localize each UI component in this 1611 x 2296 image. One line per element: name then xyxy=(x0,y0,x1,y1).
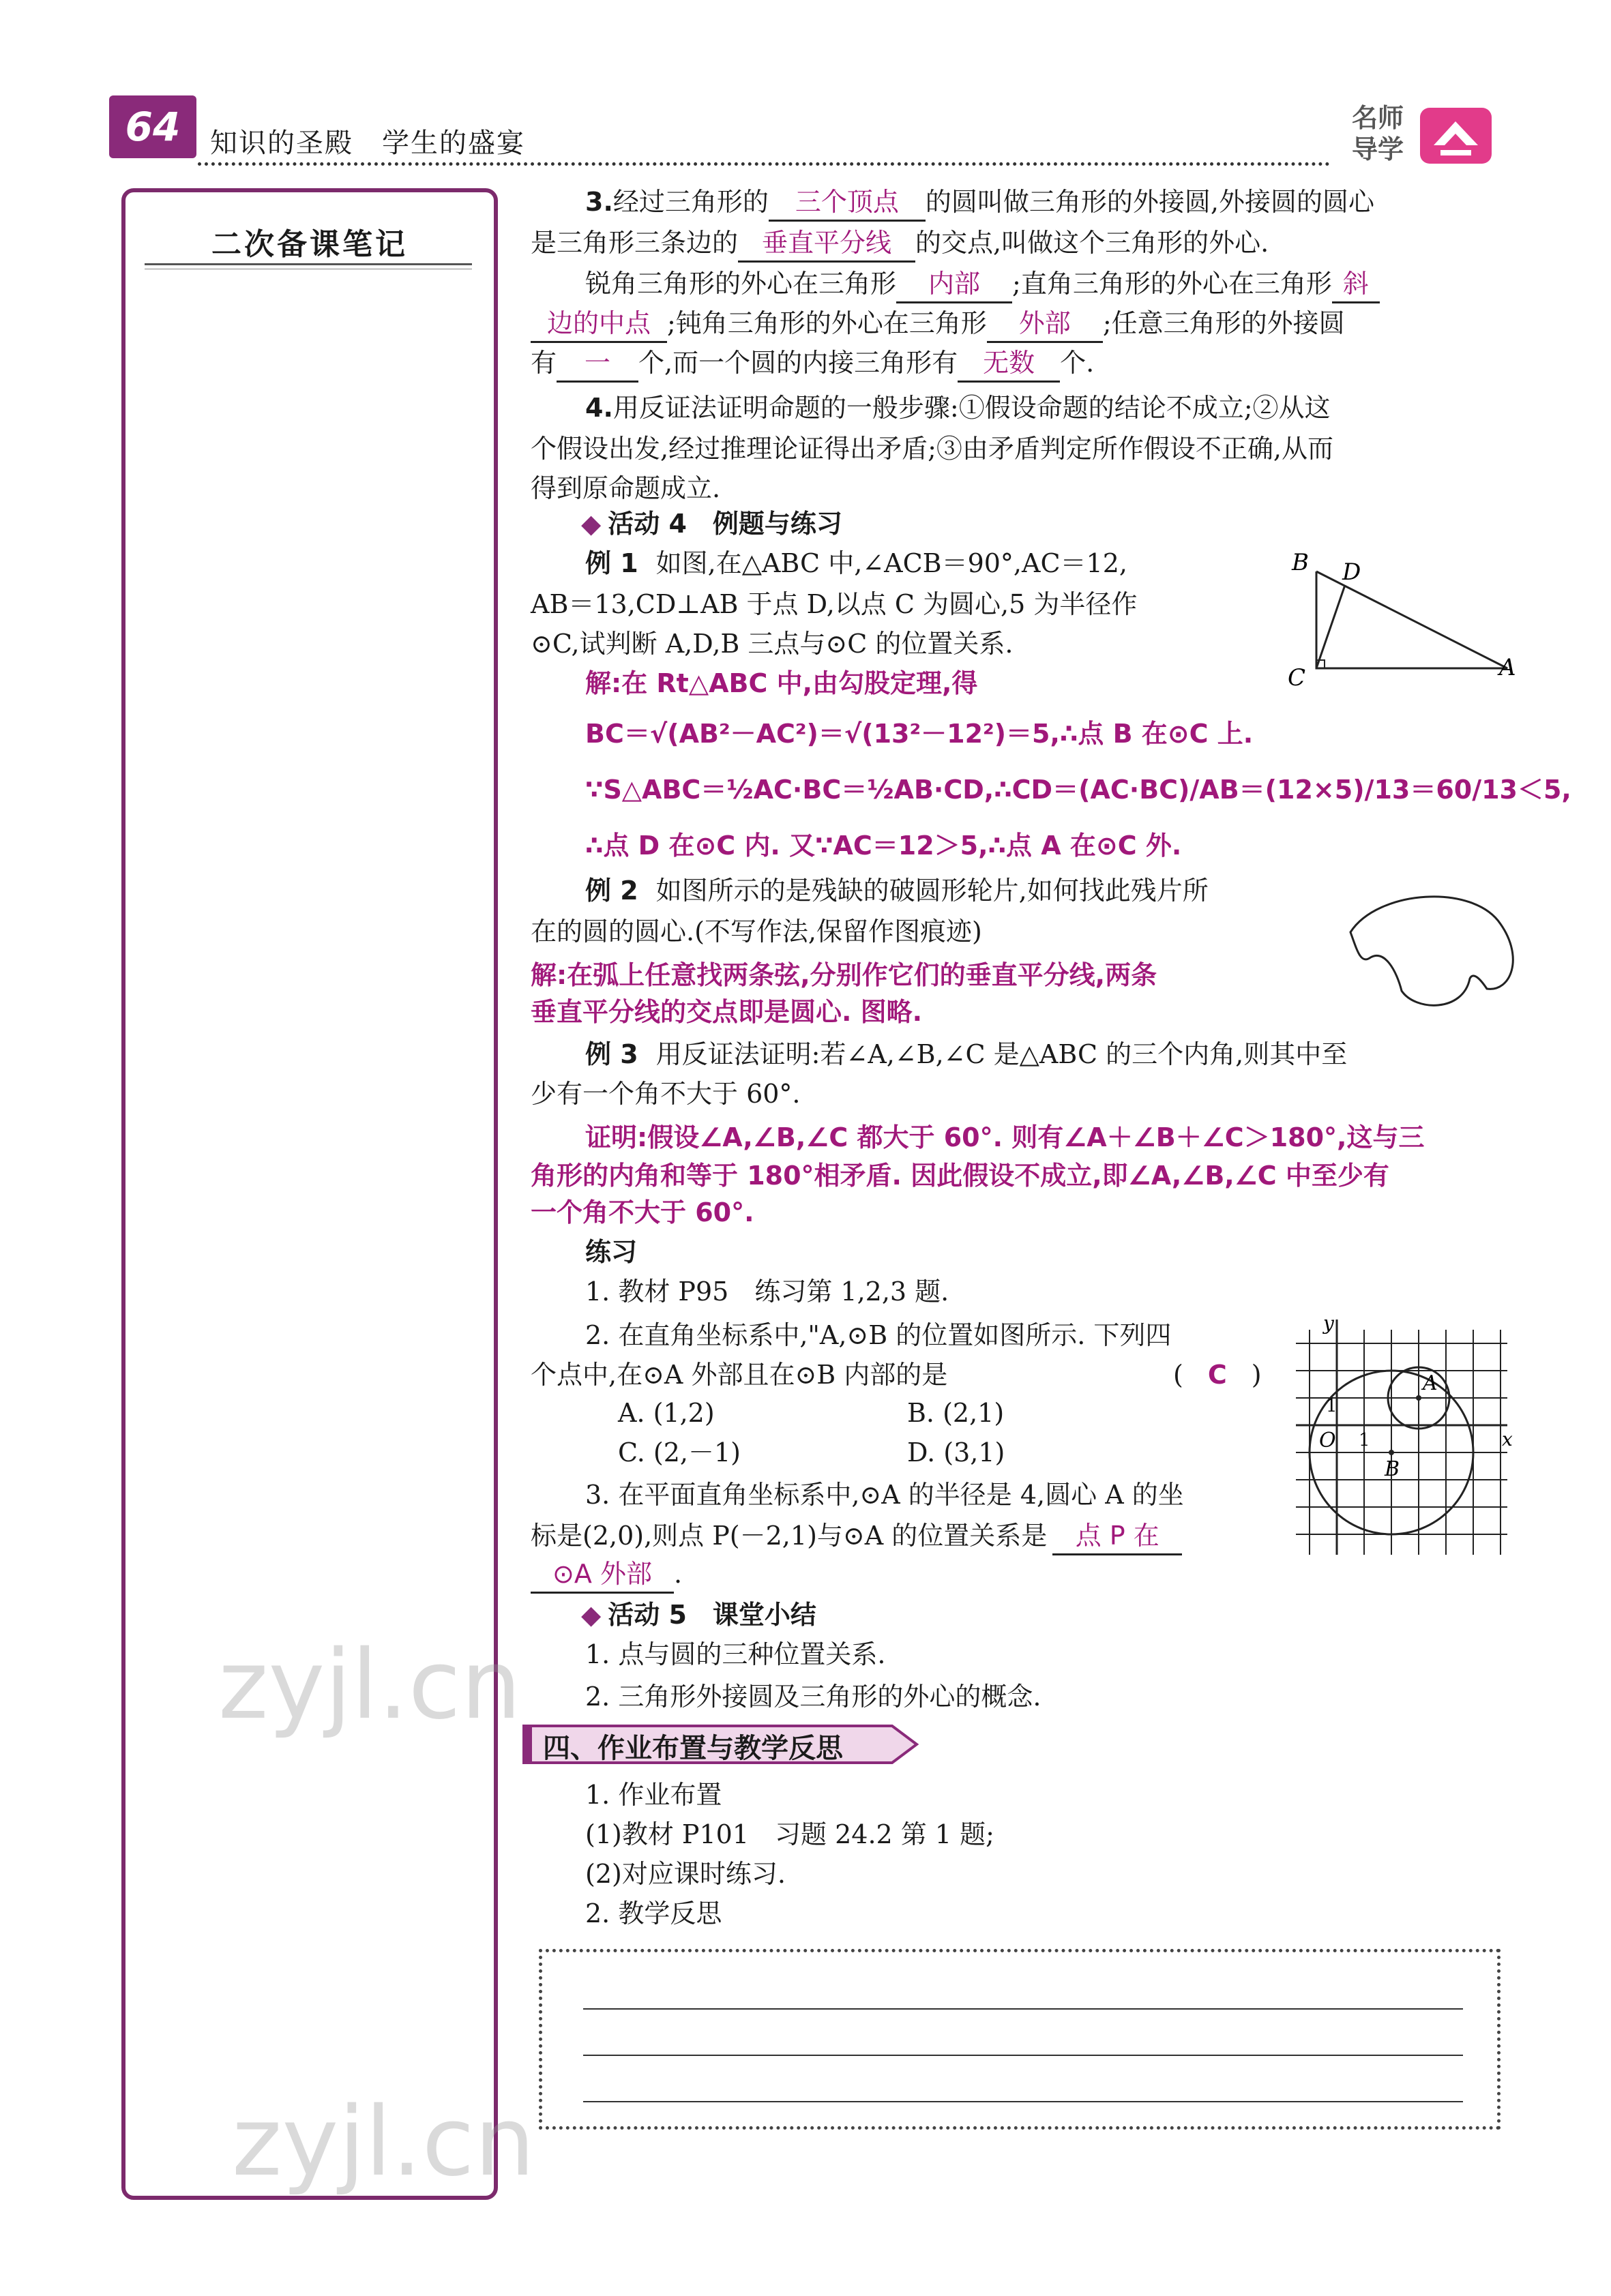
fig-label-B: B xyxy=(1292,549,1309,576)
activity5-heading: ◆ 活动 5 课堂小结 xyxy=(581,1600,816,1630)
fig-point-A: A xyxy=(1423,1371,1438,1395)
blank-answer: 外部 xyxy=(987,305,1103,343)
ex3-line2: 少有一个角不大于 60°. xyxy=(531,1079,801,1109)
section-banner-title: 四、作业布置与教学反思 xyxy=(543,1733,843,1764)
practice-item-3-line3: ⊙A 外部 . xyxy=(531,1556,682,1594)
ex3-proof-1: 证明:假设∠A,∠B,∠C 都大于 60°. 则有∠A＋∠B＋∠C＞180°,这与三 xyxy=(585,1122,1425,1152)
ex2-line1: 例 2 如图所示的是残缺的破圆形轮片,如何找此残片所 xyxy=(585,876,1209,906)
ex1-solution-4: ∴点 D 在⊙C 内. 又∵AC＝12＞5,∴点 A 在⊙C 外. xyxy=(585,831,1182,861)
logo-text xyxy=(1337,102,1419,165)
fig-tick-1: 1 xyxy=(1326,1396,1337,1416)
blank-answer: 斜 xyxy=(1332,266,1380,303)
practice-item-2-line2: 个点中,在⊙A 外部且在⊙B 内部的是 xyxy=(531,1360,948,1390)
coordinate-grid-figure xyxy=(1282,1312,1514,1562)
blank-answer: 边的中点 xyxy=(531,305,667,343)
option-B: B. (2,1) xyxy=(907,1398,1005,1428)
homework-heading: 1. 作业布置 xyxy=(585,1780,722,1810)
ex2-solution-1: 解:在弧上任意找两条弦,分别作它们的垂直平分线,两条 xyxy=(531,960,1157,990)
watermark: zyjl.cn xyxy=(232,2087,535,2198)
broken-wheel-figure xyxy=(1337,876,1528,1013)
diamond-icon: ◆ xyxy=(581,1600,602,1630)
ex3-proof-2: 角形的内角和等于 180°相矛盾. 因此假设不成立,即∠A,∠B,∠C 中至少有 xyxy=(531,1161,1389,1191)
fig-label-A: A xyxy=(1499,654,1516,681)
ex1-line1: 例 1 如图,在△ABC 中,∠ACB＝90°,AC＝12, xyxy=(585,548,1127,578)
activity5-item-1: 1. 点与圆的三种位置关系. xyxy=(585,1639,886,1669)
fig-tick-1: 1 xyxy=(1359,1430,1370,1450)
blank-answer: 一 xyxy=(557,345,638,383)
triangle-figure xyxy=(1282,546,1514,689)
fig-point-B: B xyxy=(1385,1457,1400,1481)
blank-answer: 无数 xyxy=(958,345,1060,383)
homework-item-2: (2)对应课时练习. xyxy=(585,1859,786,1889)
header-motto: 知识的圣殿 学生的盛宴 xyxy=(210,128,525,159)
option-D: D. (3,1) xyxy=(907,1437,1005,1467)
logo-text-line1: 名师 xyxy=(1351,103,1404,133)
blank-answer: 内部 xyxy=(896,266,1012,303)
ex2-solution-2: 垂直平分线的交点即是圆心. 图略. xyxy=(531,997,923,1027)
writing-line xyxy=(583,2008,1463,2010)
fig-label-C: C xyxy=(1288,664,1306,691)
practice-item-2-line1: 2. 在直角坐标系中,"A,⊙B 的位置如图所示. 下列四 xyxy=(585,1320,1172,1350)
ex1-solution-1: 解:在 Rt△ABC 中,由勾股定理,得 xyxy=(585,668,978,698)
option-C: C. (2,－1) xyxy=(618,1437,741,1467)
sidebar-rule xyxy=(145,263,472,265)
blank-answer: ⊙A 外部 xyxy=(531,1556,674,1594)
ex1-line2: AB＝13,CD⊥AB 于点 D,以点 C 为圆心,5 为半径作 xyxy=(531,589,1138,619)
diamond-icon: ◆ xyxy=(581,509,602,539)
sec3-line4: 边的中点 ;钝角三角形的外心在三角形 外部 ;任意三角形的外接圆 xyxy=(531,305,1345,343)
publisher-logo xyxy=(1337,102,1501,170)
writing-line xyxy=(583,2101,1463,2102)
ex3-line1: 例 3 用反证法证明:若∠A,∠B,∠C 是△ABC 的三个内角,则其中至 xyxy=(585,1039,1348,1069)
watermark: zyjl.cn xyxy=(218,1630,522,1741)
fig-axis-y: y xyxy=(1323,1312,1334,1335)
logo-mark-icon xyxy=(1420,108,1492,164)
fig-axis-x: x xyxy=(1502,1428,1513,1450)
homework-item-1: (1)教材 P101 习题 24.2 第 1 题; xyxy=(585,1819,994,1849)
ex1-solution-3: ∵S△ABC＝½AC·BC＝½AB·CD,∴CD＝(AC·BC)/AB＝(12×5)/13＝60/13＜5, xyxy=(585,775,1571,805)
blank-answer: 点 P 在 xyxy=(1052,1518,1182,1555)
blank-answer: 垂直平分线 xyxy=(738,225,915,263)
notes-sidebar xyxy=(121,188,498,2200)
sidebar-title: 二次备课笔记 xyxy=(211,227,408,262)
header-dotted-rule xyxy=(198,162,1330,166)
activity5-item-2: 2. 三角形外接圆及三角形的外心的概念. xyxy=(585,1682,1041,1712)
activity4-heading: ◆ 活动 4 例题与练习 xyxy=(581,509,842,539)
sec4-line3: 得到原命题成立. xyxy=(531,473,721,503)
reflection-box xyxy=(539,1949,1501,2130)
ex2-line2: 在的圆的圆心.(不写作法,保留作图痕迹) xyxy=(531,916,982,946)
option-A: A. (1,2) xyxy=(618,1398,715,1428)
practice-item-1: 1. 教材 P95 练习第 1,2,3 题. xyxy=(585,1277,949,1307)
sec3-line1: 3.经过三角形的 三个顶点 的圆叫做三角形的外接圆,外接圆的圆心 xyxy=(585,184,1374,222)
ex1-solution-2: BC＝√(AB²－AC²)＝√(13²－12²)＝5,∴点 B 在⊙C 上. xyxy=(585,719,1254,749)
sec4-line1: 4.用反证法证明命题的一般步骤:①假设命题的结论不成立;②从这 xyxy=(585,393,1331,423)
ex3-proof-3: 一个角不大于 60°. xyxy=(531,1197,754,1227)
fig-label-D: D xyxy=(1342,558,1361,586)
ex1-line3: ⊙C,试判断 A,D,B 三点与⊙C 的位置关系. xyxy=(531,629,1014,659)
practice-item-3-line2: 标是(2,0),则点 P(－2,1)与⊙A 的位置关系是 点 P 在 xyxy=(531,1518,1182,1555)
page-number: 64 xyxy=(109,95,196,158)
practice-2-answer: ( C ) xyxy=(1173,1360,1262,1390)
writing-line xyxy=(583,2055,1463,2056)
sec3-line2: 是三角形三条边的 垂直平分线 的交点,叫做这个三角形的外心. xyxy=(531,225,1269,263)
logo-text-line2: 导学 xyxy=(1351,134,1404,164)
sec3-line5: 有 一 个,而一个圆的内接三角形有 无数 个. xyxy=(531,345,1094,383)
sec4-line2: 个假设出发,经过推理论证得出矛盾;③由矛盾判定所作假设不正确,从而 xyxy=(531,434,1333,464)
sec3-line3: 锐角三角形的外心在三角形 内部 ;直角三角形的外心在三角形 斜 xyxy=(585,266,1380,303)
blank-answer: 三个顶点 xyxy=(769,184,926,222)
practice-title: 练习 xyxy=(585,1237,638,1267)
reflection-heading: 2. 教学反思 xyxy=(585,1898,722,1928)
fig-origin: O xyxy=(1319,1429,1336,1452)
practice-item-3-line1: 3. 在平面直角坐标系中,⊙A 的半径是 4,圆心 A 的坐 xyxy=(585,1480,1184,1510)
